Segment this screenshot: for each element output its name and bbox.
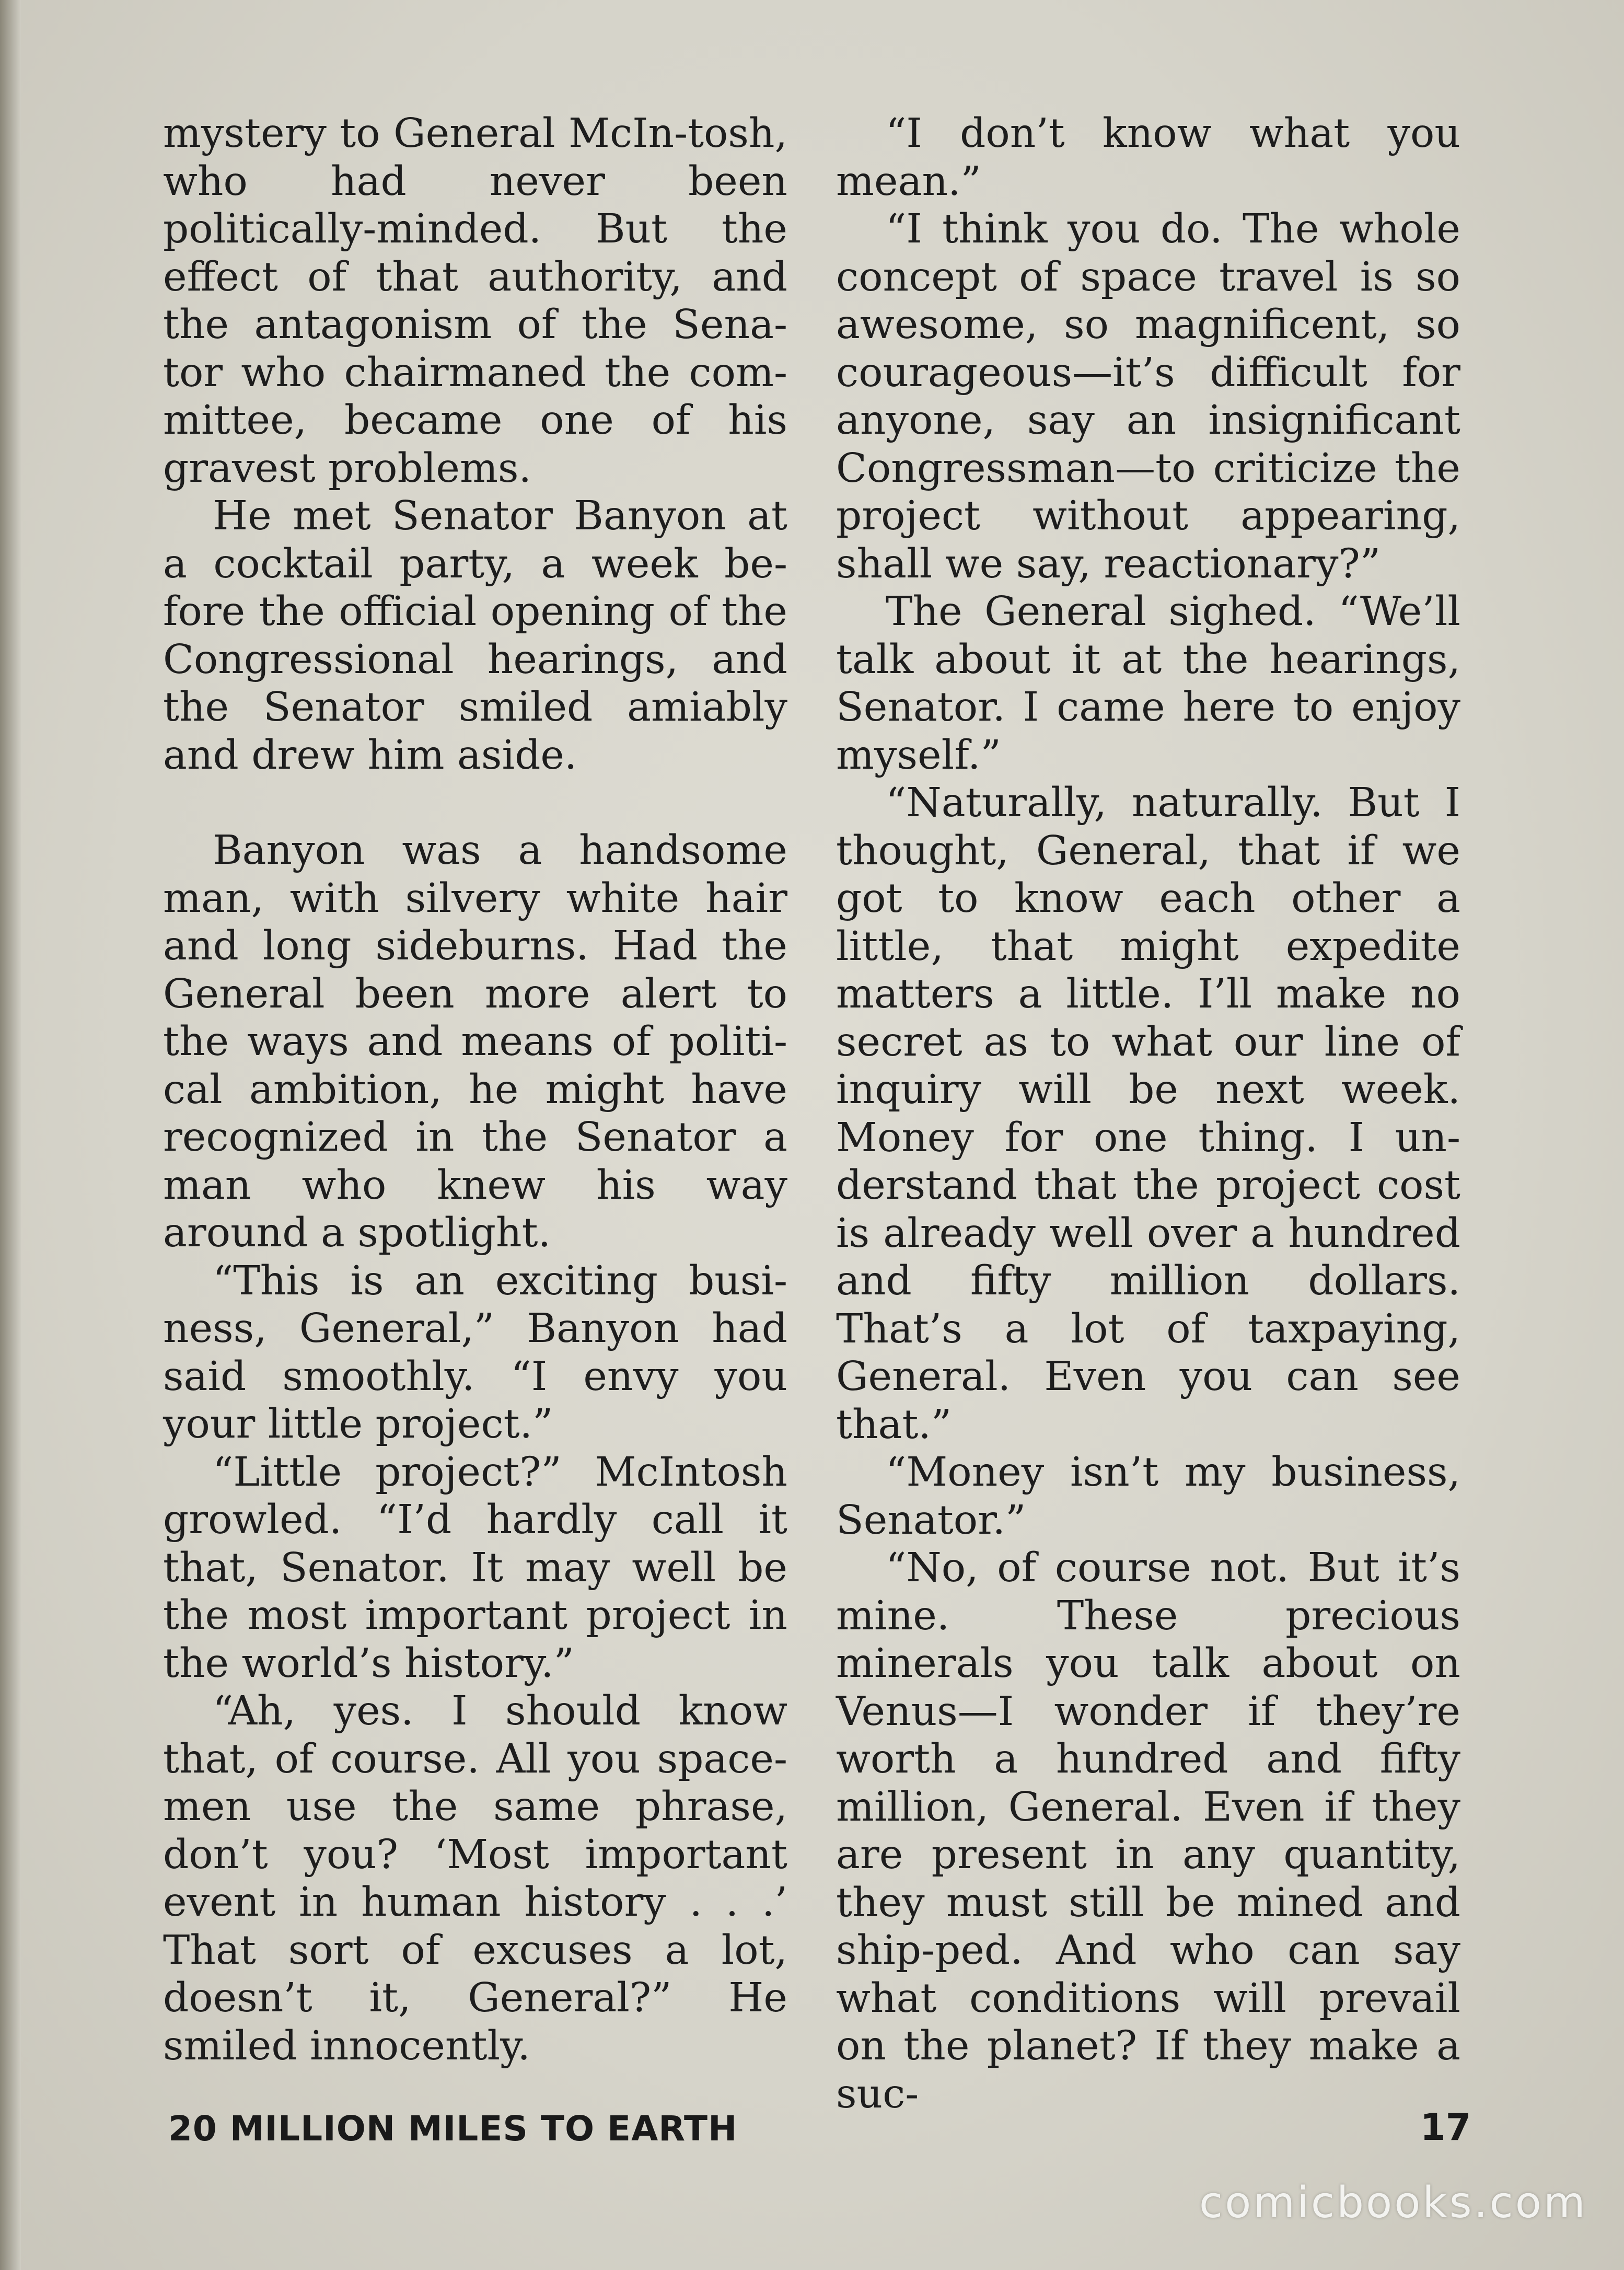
running-footer-title: 20 MILLION MILES TO EARTH [168,2109,738,2149]
paragraph: “This is an exciting busi-ness, General,” Banyon had said smoothly. “I envy you your little project.” [163,1257,787,1447]
paragraph: “Money isn’t my business, Senator.” [836,1449,1460,1544]
paragraph: The General sighed. “We’ll talk about it at the hearings, Senator. I came here to enjoy myself.” [836,588,1460,779]
page-spine-shadow [0,0,21,2270]
paragraph: mystery to General McIn-tosh, who had never been politically-minded. But the effect of that authority, and the antagonism of the Sena-tor who chairmaned the com-mittee, became one of his gravest problems. [163,110,787,492]
paragraph: “I think you do. The whole concept of space travel is so awesome, so magnificent, so courageous—it’s difficult for anyone, say an insignificant Congressman—to criticize the project without appearing, shall we say, reactionary?” [836,206,1460,587]
page-number: 17 [1420,2106,1471,2149]
paragraph: “Little project?” McIntosh growled. “I’d hardly call it that, Senator. It may well be the most important project in the world’s history.” [163,1449,787,1687]
right-text-column [836,110,1460,2118]
paragraph: Banyon was a handsome man, with silvery white hair and long sideburns. Had the General been more alert to the ways and means of politi-cal ambition, he might have recognized in the Senator a man who knew his way around a spotlight. [163,827,787,1256]
watermark: comicbooks.com [1199,2178,1587,2228]
paragraph: “No, of course not. But it’s mine. These precious minerals you talk about on Venus—I wonder if they’re worth a hundred and fifty million, General. Even if they are present in any quantity, they must still be mined and ship-ped. And who can say what conditions will prevail on the planet? If they make a suc- [836,1545,1460,2117]
paragraph: “Naturally, naturally. But I thought, General, that if we got to know each other a little, that might expedite matters a little. I’ll make no secret as to what our line of inquiry will be next week. Money for one thing. I un-derstand that the project cost is already well over a hundred and fifty million dollars. That’s a lot of taxpaying, General. Even you can see that.” [836,780,1460,1448]
paragraph: He met Senator Banyon at a cocktail party, a week be-fore the official opening of the Congressional hearings, and the Senator smiled amiably and drew him aside. [163,493,787,779]
paragraph: “I don’t know what you mean.” [836,110,1460,205]
left-text-column [163,110,787,2070]
paragraph: “Ah, yes. I should know that, of course. All you space-men use the same phrase, don’t you? ‘Most important event in human history . . .’ That sort of excuses a lot, doesn’t it, General?” He smiled innocently. [163,1688,787,2069]
